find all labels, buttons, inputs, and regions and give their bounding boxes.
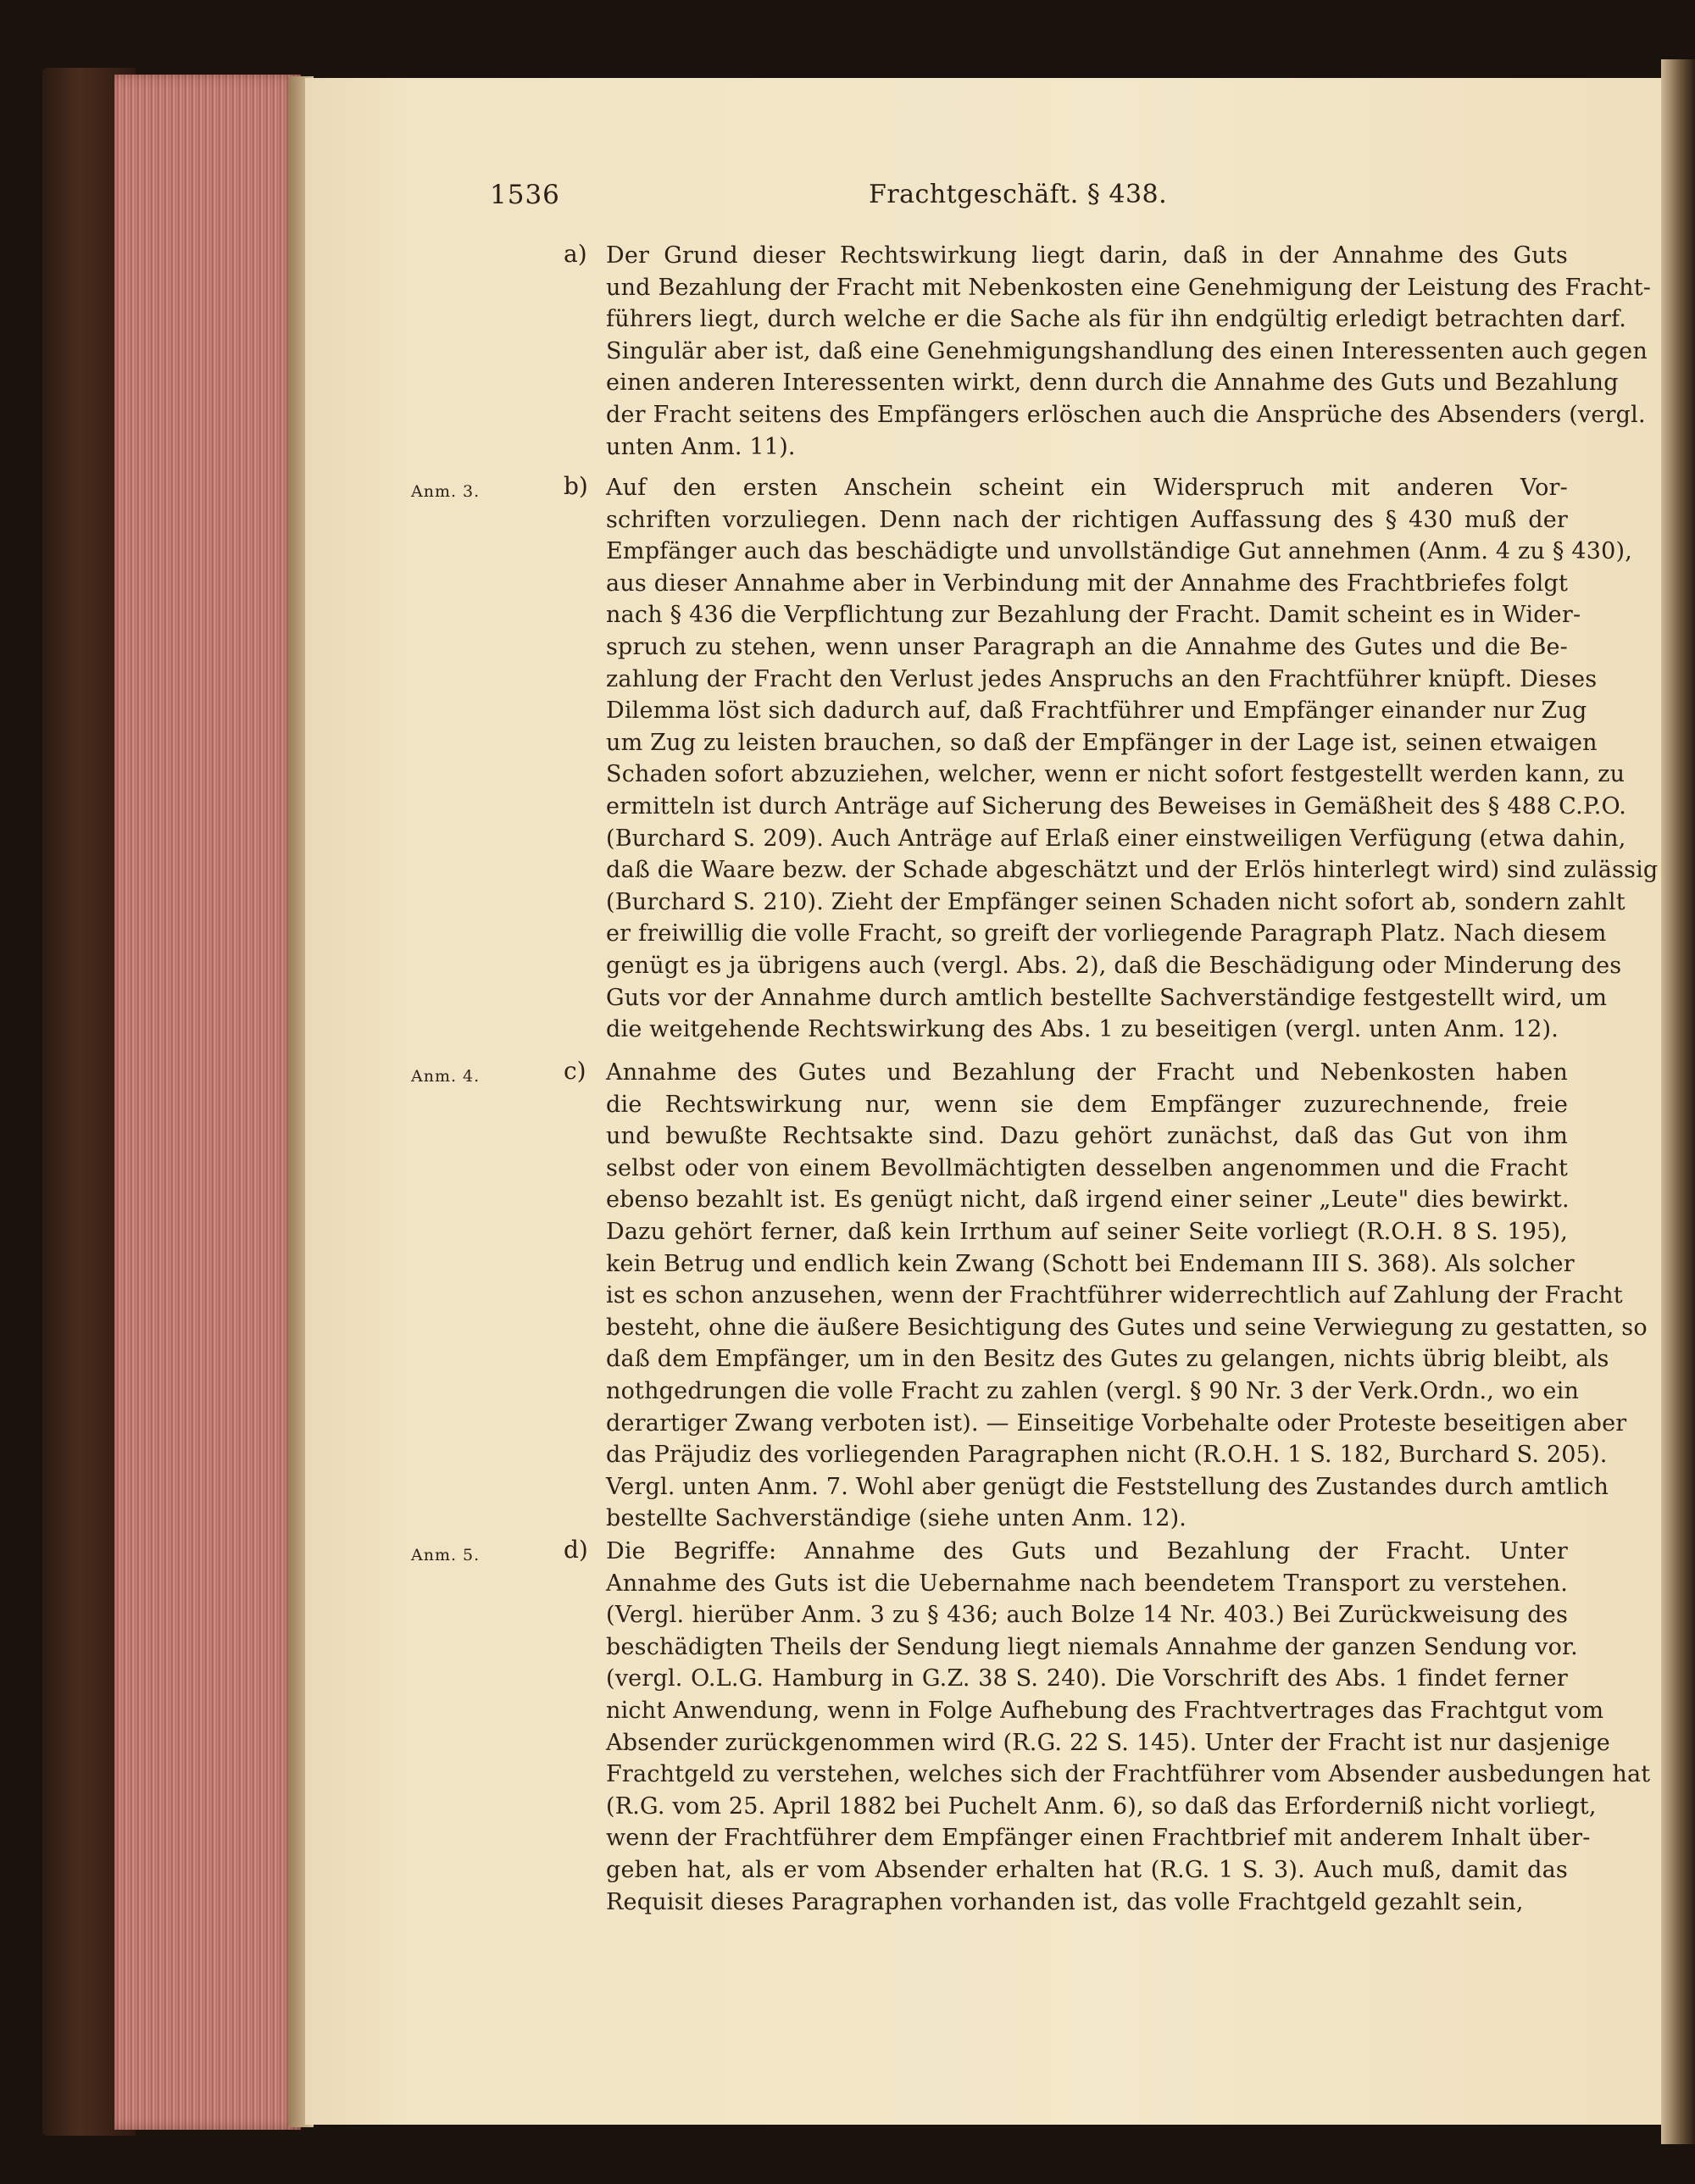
text-line: (Vergl. hierüber Anm. 3 zu § 436; auch Bolze 14 Nr. 403.) Bei Zurückweisung des	[606, 1602, 1568, 1629]
margin-label: Anm. 3.	[411, 482, 481, 501]
text-line: um Zug zu leisten brauchen, so daß der Empfänger in der Lage ist, seinen etwaigen	[606, 729, 1598, 756]
text-line: das Präjudiz des vorliegenden Paragraphen nicht (R.O.H. 1 S. 182, Burchard S. 205).	[606, 1442, 1608, 1469]
page-number: 1536	[490, 180, 560, 210]
paragraph-text	[606, 472, 1659, 1046]
text-line: geben hat, als er vom Absender erhalten hat (R.G. 1 S. 3). Auch muß, damit das	[606, 1856, 1568, 1883]
paragraph-letter: d)	[564, 1536, 588, 1564]
text-line: genügt es ja übrigens auch (vergl. Abs. 2), daß die Beschädigung oder Minderung des	[606, 952, 1622, 979]
text-line: Guts vor der Annahme durch amtlich bestellte Sachverständige festgestellt wird, um	[606, 984, 1608, 1011]
text-line: (R.G. vom 25. April 1882 bei Puchelt Anm. 6), so daß das Erforderniß nicht vorliegt,	[606, 1792, 1597, 1820]
text-line: spruch zu stehen, wenn unser Paragraph an die Annahme des Gutes und die Be-	[606, 633, 1568, 660]
text-line: ermitteln ist durch Anträge auf Sicherung des Beweises in Gemäßheit des § 488 C.P.O.	[606, 792, 1627, 820]
text-line: derartiger Zwang verboten ist). — Einseitige Vorbehalte oder Proteste beseitigen aber	[606, 1409, 1627, 1437]
text-line: besteht, ohne die äußere Besichtigung des Gutes und seine Verwiegung zu gestatten, so	[606, 1314, 1648, 1341]
text-line: Singulär aber ist, daß eine Genehmigungshandlung des einen Interessenten auch gegen	[606, 337, 1648, 364]
text-line: (vergl. O.L.G. Hamburg in G.Z. 38 S. 240). Die Vorschrift des Abs. 1 findet ferner	[606, 1665, 1568, 1692]
text-line: wenn der Frachtführer dem Empfänger einen Frachtbrief mit anderem Inhalt über-	[606, 1825, 1591, 1852]
text-line: führers liegt, durch welche er die Sache als für ihn endgültig erledigt betrachten darf.	[606, 306, 1627, 333]
text-line: aus dieser Annahme aber in Verbindung mit der Annahme des Frachtbriefes folgt	[606, 570, 1568, 597]
text-line: und Bezahlung der Fracht mit Nebenkosten eine Genehmigung der Leistung des Fracht-	[606, 274, 1652, 301]
paragraph-letter: c)	[564, 1057, 586, 1085]
text-line: Dazu gehört ferner, daß kein Irrthum auf seiner Seite vorliegt (R.O.H. 8 S. 195),	[606, 1218, 1568, 1245]
page-edges	[114, 75, 301, 2130]
text-line: er freiwillig die volle Fracht, so greift der vorliegende Paragraph Platz. Nach diesem	[606, 920, 1607, 948]
margin-label: Anm. 5.	[411, 1546, 481, 1564]
text-line: die Rechtswirkung nur, wenn sie dem Empfänger zuzurechnende, freie	[606, 1091, 1568, 1118]
text-line: zahlung der Fracht den Verlust jedes Anspruchs an den Frachtführer knüpft. Dieses	[606, 665, 1598, 692]
text-line: Schaden sofort abzuziehen, welcher, wenn er nicht sofort festgestellt werden kann, zu	[606, 761, 1626, 788]
paragraph-text	[606, 1536, 1651, 1918]
text-line: selbst oder von einem Bevollmächtigten desselben angenommen und die Fracht	[606, 1154, 1568, 1181]
running-head: Frachtgeschäft. § 438.	[869, 180, 1168, 209]
margin-label: Anm. 4.	[411, 1067, 481, 1086]
text-line: daß dem Empfänger, um in den Besitz des Gutes zu gelangen, nichts übrig bleibt, als	[606, 1346, 1609, 1373]
paragraph-text	[606, 1057, 1648, 1535]
text-line: Annahme des Guts ist die Uebernahme nach beendetem Transport zu verstehen.	[606, 1570, 1568, 1597]
text-line: Frachtgeld zu verstehen, welches sich der Frachtführer vom Absender ausbedungen hat	[606, 1761, 1651, 1788]
text-line: Die Begriffe: Annahme des Guts und Bezahlung der Fracht. Unter	[606, 1538, 1568, 1564]
facing-page-edge	[1661, 59, 1695, 2144]
text-line: schriften vorzuliegen. Denn nach der richtigen Auffassung des § 430 muß der	[606, 506, 1568, 533]
text-line: Requisit dieses Paragraphen vorhanden ist, das volle Frachtgeld gezahlt sein,	[606, 1888, 1524, 1915]
text-line: beschädigten Theils der Sendung liegt niemals Annahme der ganzen Sendung vor.	[606, 1633, 1578, 1660]
paragraph-letter: b)	[564, 472, 588, 500]
text-line: nothgedrungen die volle Fracht zu zahlen (vergl. § 90 Nr. 3 der Verk.Ordn., wo ein	[606, 1377, 1580, 1404]
text-line: Annahme des Gutes und Bezahlung der Fracht und Nebenkosten haben	[606, 1059, 1568, 1086]
text-line: bestellte Sachverständige (siehe unten Anm. 12).	[606, 1505, 1187, 1532]
text-line: die weitgehende Rechtswirkung des Abs. 1 zu beseitigen (vergl. unten Anm. 12).	[606, 1016, 1559, 1043]
paragraph-text	[606, 240, 1652, 463]
text-line: Der Grund dieser Rechtswirkung liegt darin, daß in der Annahme des Guts	[606, 242, 1568, 269]
text-line: nach § 436 die Verpflichtung zur Bezahlung der Fracht. Damit scheint es in Wider-	[606, 602, 1581, 629]
text-line: Auf den ersten Anschein scheint ein Widerspruch mit anderen Vor-	[606, 475, 1568, 501]
text-line: ebenso bezahlt ist. Es genügt nicht, daß irgend einer seiner „Leute" dies bewirkt.	[606, 1186, 1570, 1214]
text-line: der Fracht seitens des Empfängers erlöschen auch die Ansprüche des Absenders (vergl.	[606, 401, 1646, 428]
text-line: einen anderen Interessenten wirkt, denn durch die Annahme des Guts und Bezahlung	[606, 370, 1619, 397]
text-line: Empfänger auch das beschädigte und unvollständige Gut annehmen (Anm. 4 zu § 430),	[606, 538, 1632, 565]
text-line: ist es schon anzusehen, wenn der Frachtführer widerrechtlich auf Zahlung der Fracht	[606, 1282, 1623, 1309]
paragraph-letter: a)	[564, 240, 587, 268]
text-line: kein Betrug und endlich kein Zwang (Schott bei Endemann III S. 368). Als solcher	[606, 1250, 1575, 1277]
text-line: Dilemma löst sich dadurch auf, daß Frachtführer und Empfänger einander nur Zug	[606, 697, 1587, 725]
page-header	[305, 180, 1661, 222]
text-line: daß die Waare bezw. der Schade abgeschätzt und der Erlös hinterlegt wird) sind zulässig	[606, 857, 1659, 884]
text-line: unten Anm. 11).	[606, 433, 796, 460]
text-line: (Burchard S. 209). Auch Anträge auf Erlaß einer einstweiligen Verfügung (etwa dahin,	[606, 825, 1626, 852]
text-line: nicht Anwendung, wenn in Folge Aufhebung des Frachtvertrages das Frachtgut vom	[606, 1697, 1604, 1724]
text-line: und bewußte Rechtsakte sind. Dazu gehört zunächst, daß das Gut von ihm	[606, 1123, 1568, 1150]
text-line: Vergl. unten Anm. 7. Wohl aber genügt die Feststellung des Zustandes durch amtlich	[606, 1473, 1609, 1500]
text-line: (Burchard S. 210). Zieht der Empfänger seinen Schaden nicht sofort ab, sondern zahlt	[606, 888, 1626, 915]
text-line: Absender zurückgenommen wird (R.G. 22 S. 145). Unter der Fracht ist nur dasjenige	[606, 1729, 1610, 1756]
